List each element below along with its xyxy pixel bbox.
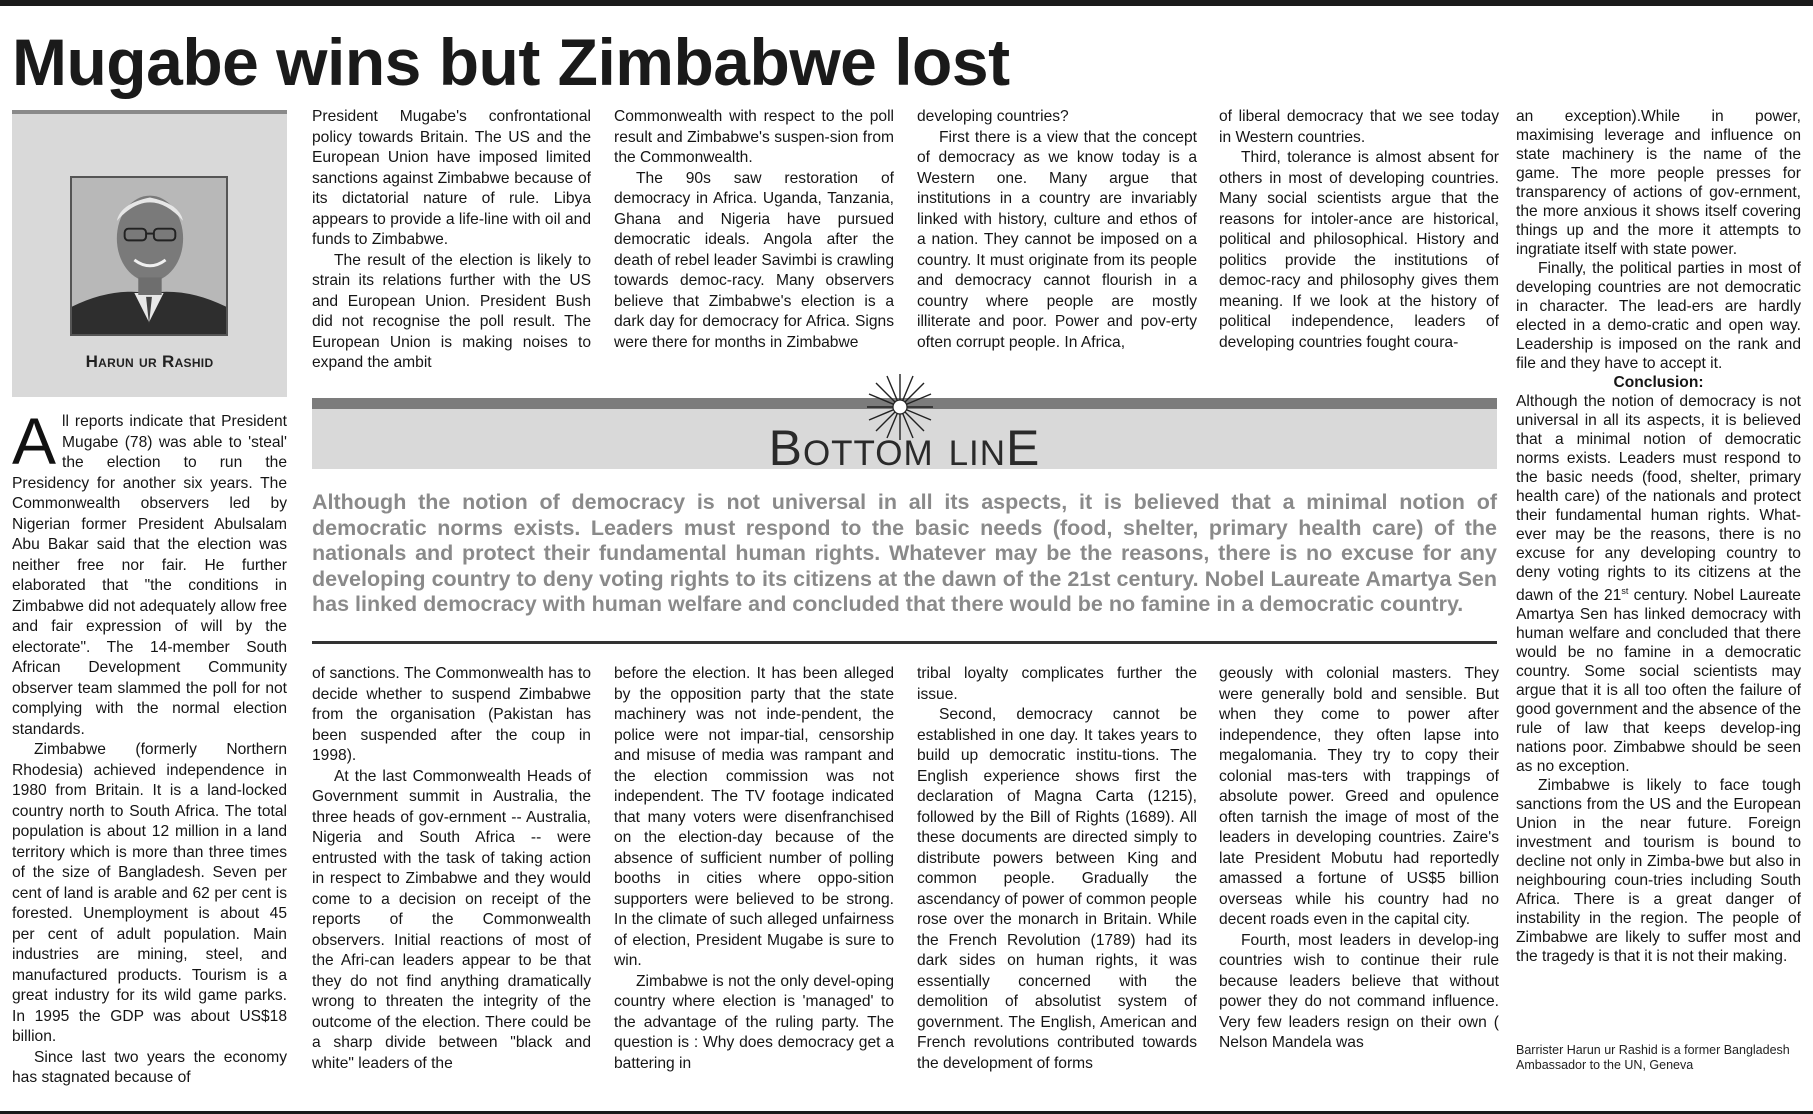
column-5-bottom [1219,664,1499,1054]
column-6-paragraph-2: Finally, the political parties in most of developing countries are not democratic in character. The lead-ers are hardly elected in a demo-cratic and open way. Leadership is imposed on the rank and file and they have to accept it. [1516,260,1801,372]
column-3-bottom-paragraph-2: Zimbabwe is not the only devel-oping country where election is 'managed' to the advantage of the ruling party. The question is : Why does democracy get a battering in [614,972,894,1072]
column-6-paragraph-1: an exception).While in power, maximising leverage and influence on state machinery is the name of the game. The more people presses for transparency of actions of gov-ernment, the more anxious it shows itself covering things up and the more it attempts to ingratiate itself with state power. [1516,108,1801,258]
headline: Mugabe wins but Zimbabwe lost [12,25,1010,99]
column-5-top-paragraph-1: of liberal democracy that we see today in Western countries. [1219,108,1499,146]
column-3-top-paragraph-1: Commonwealth with respect to the poll result and Zimbabwe's suspen-sion from the Commonwealth. [614,108,894,166]
pull-quote: Although the notion of democracy is not universal in all its aspects, it is believed that a minimal notion of democratic norms exists. Leaders must respond to the basic needs (food, shelter, primary health care) of the nationals and protect their fundamental human rights. Whatever may be the reasons, there is no excuse for any developing country to deny voting rights to its citizens at the dawn of the 21st century. Nobel Laureate Amartya Sen has linked democracy with human welfare and concluded that there would be no famine in a democratic country. [312,490,1497,616]
column-3-top-paragraph-2: The 90s saw restoration of democracy in Africa. Uganda, Tanzania, Ghana and Nigeria have pursued democratic ideals. Angola after the death of rebel leader Savimbi is crawling towards democ-racy. Many observers believe that Zimbabwe's election is a dark day for democracy for Africa. Signs were there for months in Zimbabwe [614,169,894,351]
column-3-bottom [614,664,894,1074]
column-1-paragraph-2: Zimbabwe (formerly Northern Rhodesia) achieved independence in 1980 from Britain. It is a land-locked country north to South Africa. The total population is about 12 million in a land territory which is more than three times of the size of Bangladesh. Seven per cent of land is arable and 62 per cent is forested. Unemployment is about 45 per cent of adult population. Main industries are mining, steel, and manufactured products. Tourism is a great industry for its wild game parks. In 1995 the GDP was about US$18 billion. [12,741,287,1045]
column-4-bottom [917,664,1197,1074]
column-1-paragraph-3: Since last two years the economy has stagnated because of [12,1048,287,1086]
column-1 [12,404,287,1089]
byline: Harun ur Rashid [85,352,214,371]
banner-underline [312,641,1497,644]
column-6-paragraph-3: Although the notion of democracy is not universal in all its aspects, it is believed that a minimal notion of democratic norms exists. Leaders must respond to the basic needs (food, shelter, primary health care) of the nationals and protect their fundamental human rights. What-ever may be the reasons, there is no excuse for any developing country to deny voting rights to its citizens at the dawn of the 21st century. Nobel Laureate Amartya Sen has linked democracy with human welfare and concluded that there would be no famine in a democratic country. Some social scientists may argue that it is all too often the failure of good government and the absence of the rule of law that keeps develop-ing nations poor. Zimbabwe should be seen as no exception. [1516,393,1801,776]
banner-title: Bottom linE [768,420,1041,476]
column-2-bottom [312,664,591,1074]
column-5-top-paragraph-2: Third, tolerance is almost absent for others in most of developing countries. Many social scientists argue that the reasons for intoler-ance are historical, political and philosophical. History and politics provide the institutions of democ-racy and philosophy gives them meaning. If we look at the history of political independence, leaders of developing countries fought coura- [1219,149,1499,351]
column-1-paragraph-1: All reports indicate that President Mugabe (78) was able to 'steal' the election to run the Presidency for another six years. The Commonwealth observers led by Nigerian former President Abulsalam Abu Bakar said that the election was neither free nor fair. He further elaborated that "the conditions in Zimbabwe did not adequately allow free and fair expression of will by the electorate". The 14-member South African Development Community observer team slammed the poll for not complying with the normal election standards. [12,404,287,738]
author-footnote: Barrister Harun ur Rashid is a former Bangladesh Ambassador to the UN, Geneva [1516,1043,1790,1072]
column-6-paragraph-4: Zimbabwe is likely to face tough sanctions from the US and the European Union in the near future. Foreign investment and tourism is bound to decline not only in Zimba-bwe but also in neighbouring coun-tries including South Africa. There is a great danger of instability in the region. The people of Zimbabwe are likely to suffer most and the tragedy is that it is not their making. [1516,777,1801,966]
column-2-bottom-paragraph-2: At the last Commonwealth Heads of Government summit in Australia, the three heads of gov-ernment -- Australia, Nigeria and South Africa -- were entrusted with the task of taking action in respect to Zimbabwe and they would come to a decision on receipt of the reports of the Commonwealth observers. Initial reactions of most of the Afri-can leaders appear to be that they do not find anything dramatically wrong to threaten the integrity of the outcome of the election. There could be a sharp divide between "black and white" leaders of the [312,767,591,1072]
byline-box [12,110,287,397]
column-2-top [312,107,591,374]
column-4-bottom-paragraph-2: Second, democracy cannot be established in one day. It takes years to build up democratic institu-tions. The English experience shows first the declaration of Magna Carta (1215), followed by the Bill of Rights (1689). All these documents are directed simply to distribute powers between King and common people. Gradually the ascendancy of power of common people rose over the monarch in Britain. While the French Revolution (1789) had its dark sides on human rights, it was essentially concerned with the demolition of absolutist system of government. The English, American and French revolutions contributed towards the development of forms [917,706,1197,1072]
column-2-top-paragraph-1: President Mugabe's confrontational policy towards Britain. The US and the European Union have imposed limited sanctions against Zimbabwe because of its dictatorial nature of rule. Libya appears to provide a life-line with oil and funds to Zimbabwe. [312,108,591,248]
drop-cap: A [12,404,57,478]
top-rule [0,0,1813,6]
column-2-bottom-paragraph-1: of sanctions. The Commonwealth has to decide whether to suspend Zimbabwe from the organisation (Pakistan has been suspended after the coup in 1998). [312,665,591,764]
column-4-top-paragraph-2: First there is a view that the concept of democracy as we know today is a Western one. Many argue that institutions in a country are invariably linked with history, culture and ethos of a nation. They cannot be imposed on a country. It must originate from its people and democracy cannot flourish in a country where people are mostly illiterate and poor. Power and pov-erty often corrupt people. In Africa, [917,128,1197,351]
column-6 [1516,107,1801,966]
column-3-top [614,107,894,353]
column-2-top-paragraph-2: The result of the election is likely to strain its relations further with the US and European Union. President Bush did not recognise the poll result. The European Union is making noises to expand the ambit [312,251,591,371]
column-4-top-paragraph-1: developing countries? [917,108,1069,125]
column-4-top [917,107,1197,353]
column-5-bottom-paragraph-1: geously with colonial masters. They were generally bold and sensible. But when they come to power after independence, they often lapse into megalomania. They try to copy their colonial mas-ters with trappings of absolute power. Greed and opulence often tarnish the image of most of the leaders in developing countries. Zaire's late President Mobutu had reportedly amassed a fortune of US$5 billion overseas while his country had no decent roads even in the capital city. [1219,665,1499,928]
author-portrait-icon [72,178,226,334]
superscript-st: st [1621,586,1629,596]
column-3-bottom-paragraph-1: before the election. It has been alleged by the opposition party that the state machinery was not inde-pendent, the police were not impar-tial, censorship and misuse of media was rampant and the election commission was not independent. The TV footage indicated that many voters were disenfranchised on the election-day because of the absence of sufficient number of polling booths in cities where oppo-sition supporters were believed to be strong. In the climate of such alleged unfairness of election, President Mugabe is sure to win. [614,665,894,969]
author-photo [70,176,228,336]
column-5-top [1219,107,1499,353]
column-5-bottom-paragraph-2: Fourth, most leaders in develop-ing countries wish to continue their rule because leaders believe that without power they do not command influence. Very few leaders resign on their own ( Nelson Mandela was [1219,931,1499,1051]
conclusion-heading: Conclusion: [1613,374,1704,391]
column-4-bottom-paragraph-1: tribal loyalty complicates further the issue. [917,665,1197,703]
